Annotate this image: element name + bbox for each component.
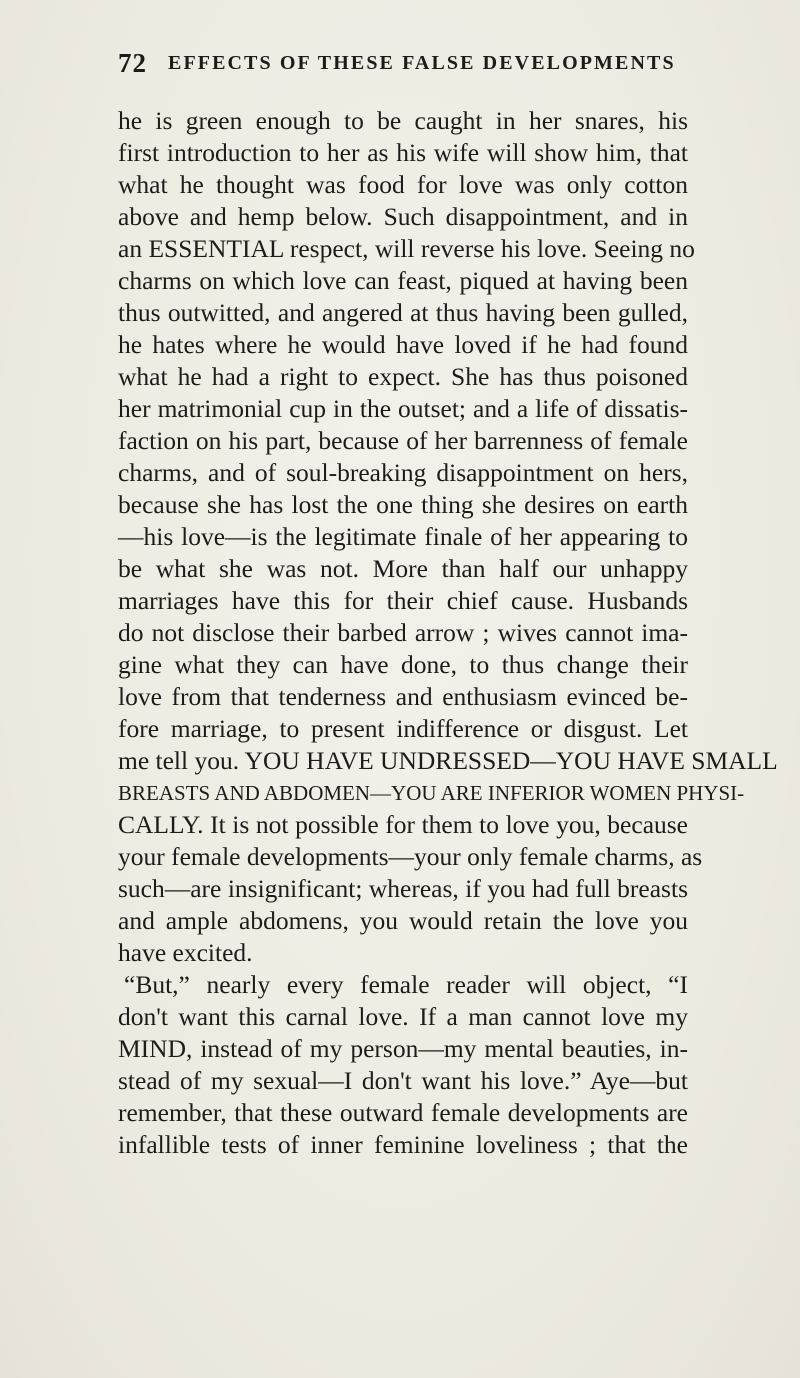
text-line: be what she was not. More than half our unhappy	[118, 554, 688, 583]
text-line: marriages have this for their chief cause. Husbands	[118, 586, 688, 615]
text-line: such—are insignificant; whereas, if you had full breasts	[118, 874, 688, 903]
text-line: your female developments—your only female charms, as	[118, 842, 703, 871]
page-number: 72	[118, 48, 147, 78]
text-line: me tell you. YOU HAVE UNDRESSED—YOU HAVE SMALL	[118, 746, 778, 775]
text-line: because she has lost the one thing she desires on earth	[118, 490, 688, 519]
text-line: an ESSENTIAL respect, will reverse his love. Seeing no	[118, 234, 695, 263]
text-line: stead of my sexual—I don't want his love.” Aye—but	[118, 1066, 688, 1095]
text-line: charms on which love can feast, piqued at having been	[118, 266, 688, 295]
text-line: infallible tests of inner feminine loveliness ; that the	[118, 1130, 688, 1159]
text-line: don't want this carnal love. If a man cannot love my	[118, 1002, 688, 1031]
page-header	[118, 48, 738, 88]
text-line: do not disclose their barbed arrow ; wives cannot ima-	[118, 618, 688, 647]
text-line: “But,” nearly every female reader will object, “I	[124, 970, 688, 999]
text-line: what he thought was food for love was only cotton	[118, 170, 688, 199]
text-line: fore marriage, to present indifference or disgust. Let	[118, 714, 688, 743]
text-line: BREASTS AND ABDOMEN—YOU ARE INFERIOR WOMEN PHYSI-	[118, 781, 745, 805]
running-head: EFFECTS OF THESE FALSE DEVELOPMENTS	[168, 52, 676, 74]
text-line: have excited.	[118, 938, 253, 967]
text-line: he is green enough to be caught in her snares, his	[118, 106, 688, 135]
text-line: her matrimonial cup in the outset; and a life of dissatis-	[118, 394, 688, 423]
text-line: love from that tenderness and enthusiasm evinced be-	[118, 682, 688, 711]
text-line: CALLY. It is not possible for them to love you, because	[118, 810, 688, 839]
text-line: and ample abdomens, you would retain the love you	[118, 906, 688, 935]
text-line: thus outwitted, and angered at thus having been gulled,	[118, 298, 688, 327]
body-text	[118, 105, 778, 1161]
text-line: first introduction to her as his wife will show him, that	[118, 138, 688, 167]
text-line: above and hemp below. Such disappointment, and in	[118, 202, 688, 231]
text-line: faction on his part, because of her barrenness of female	[118, 426, 688, 455]
text-line: he hates where he would have loved if he had found	[118, 330, 688, 359]
text-line: MIND, instead of my person—my mental beauties, in-	[118, 1034, 688, 1063]
text-line: —his love—is the legitimate finale of her appearing to	[118, 522, 688, 551]
text-line: remember, that these outward female developments are	[118, 1098, 688, 1127]
text-line: what he had a right to expect. She has thus poisoned	[118, 362, 688, 391]
text-line: gine what they can have done, to thus change their	[118, 650, 688, 679]
text-line: charms, and of soul-breaking disappointment on hers,	[118, 458, 688, 487]
